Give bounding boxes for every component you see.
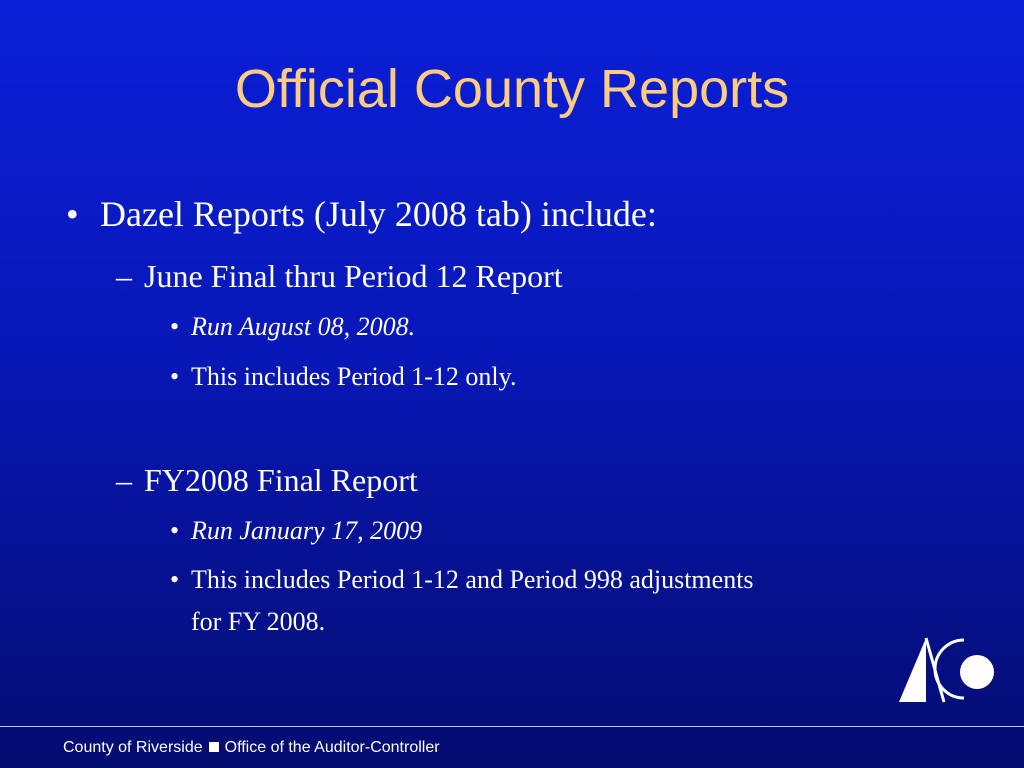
footer-separator-icon: [209, 742, 219, 752]
item-run-august: Run August 08, 2008.: [191, 312, 416, 341]
logo-triangle: [899, 638, 926, 702]
bullet-icon: •: [170, 565, 180, 594]
footer: [63, 739, 440, 757]
subbullet-fy2008-final: FY2008 Final Report: [144, 462, 418, 498]
logo-circle: [960, 655, 994, 689]
bullet-icon: •: [170, 312, 180, 341]
auditor-controller-logo-icon: [896, 634, 996, 704]
item-period-998-adjustments-cont: for FY 2008.: [191, 607, 326, 636]
bullet-icon: •: [170, 362, 180, 391]
item-period-1-12-only: This includes Period 1-12 only.: [191, 362, 517, 391]
item-run-january: Run January 17, 2009: [191, 516, 423, 545]
slide-title: Official County Reports: [234, 59, 790, 119]
bullet-icon: •: [170, 516, 180, 545]
logo-svg: [896, 634, 996, 704]
footer-office: Office of the Auditor-Controller: [224, 739, 440, 756]
dash-icon: –: [116, 258, 132, 294]
footer-divider: [0, 726, 1024, 727]
item-period-998-adjustments: This includes Period 1-12 and Period 998 adjustments: [191, 565, 754, 594]
bullet-icon: •: [66, 194, 79, 234]
dash-icon: –: [116, 462, 132, 498]
subbullet-june-final: June Final thru Period 12 Report: [144, 258, 563, 294]
footer-county: County of Riverside: [63, 739, 203, 756]
bullet-dazel-reports: Dazel Reports (July 2008 tab) include:: [100, 194, 657, 234]
